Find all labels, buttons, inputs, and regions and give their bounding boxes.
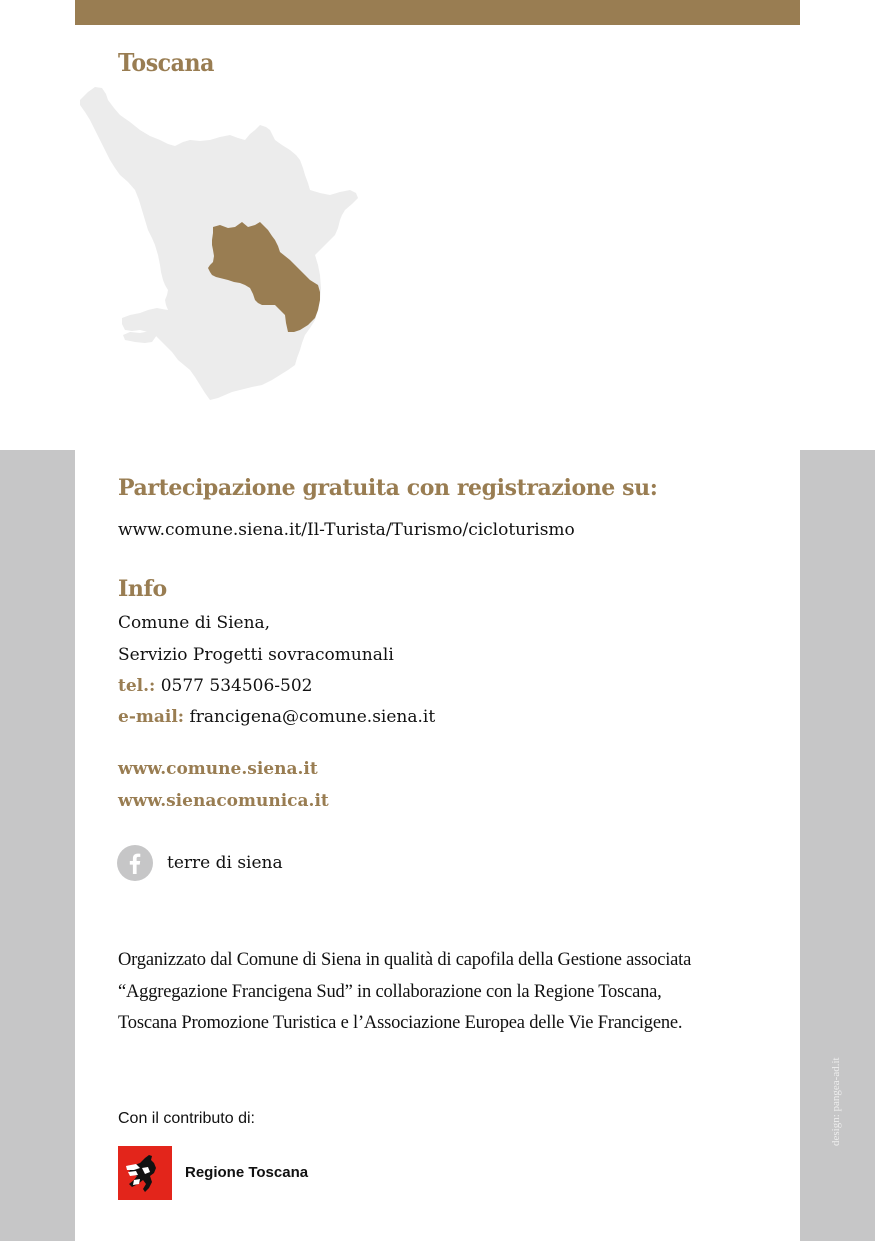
- organizer-paragraph: [118, 945, 798, 1040]
- info-title: Info: [118, 576, 167, 602]
- info-email: [118, 707, 435, 727]
- tel-value[interactable]: 0577 534506-502: [160, 676, 313, 696]
- contribution-label: Con il contributo di:: [118, 1110, 255, 1127]
- info-org-line1: Comune di Siena,: [118, 613, 271, 633]
- info-tel: [118, 676, 313, 696]
- email-value[interactable]: francigena@comune.siena.it: [189, 707, 436, 727]
- link-sienacomunica[interactable]: www.sienacomunica.it: [118, 791, 329, 811]
- registration-url[interactable]: www.comune.siena.it/Il-Turista/Turismo/cicloturismo: [118, 520, 575, 540]
- region-title: Toscana: [118, 48, 214, 77]
- link-comune-siena[interactable]: www.comune.siena.it: [118, 759, 318, 779]
- tuscany-map: [0, 0, 875, 450]
- sponsor-name: Regione Toscana: [185, 1164, 309, 1181]
- design-credit: design: pangea-ad.it: [830, 1057, 842, 1146]
- left-side-panel: [0, 450, 75, 1241]
- organizer-line: “Aggregazione Francigena Sud” in collaborazione con la Regione Toscana,: [118, 981, 662, 1002]
- info-org-line2: Servizio Progetti sovracomunali: [118, 645, 394, 665]
- email-label: e-mail:: [118, 707, 185, 727]
- pegasus-logo: [118, 1146, 172, 1200]
- organizer-line: Toscana Promozione Turistica e l’Associazione Europea delle Vie Francigene.: [118, 1013, 683, 1033]
- facebook-label[interactable]: terre di siena: [167, 853, 283, 873]
- facebook-icon[interactable]: [117, 845, 153, 881]
- organizer-line: Organizzato dal Comune di Siena in qualità di capofila della Gestione associata: [118, 950, 692, 970]
- tel-label: tel.:: [118, 676, 156, 696]
- registration-title: Partecipazione gratuita con registrazione su:: [118, 475, 658, 501]
